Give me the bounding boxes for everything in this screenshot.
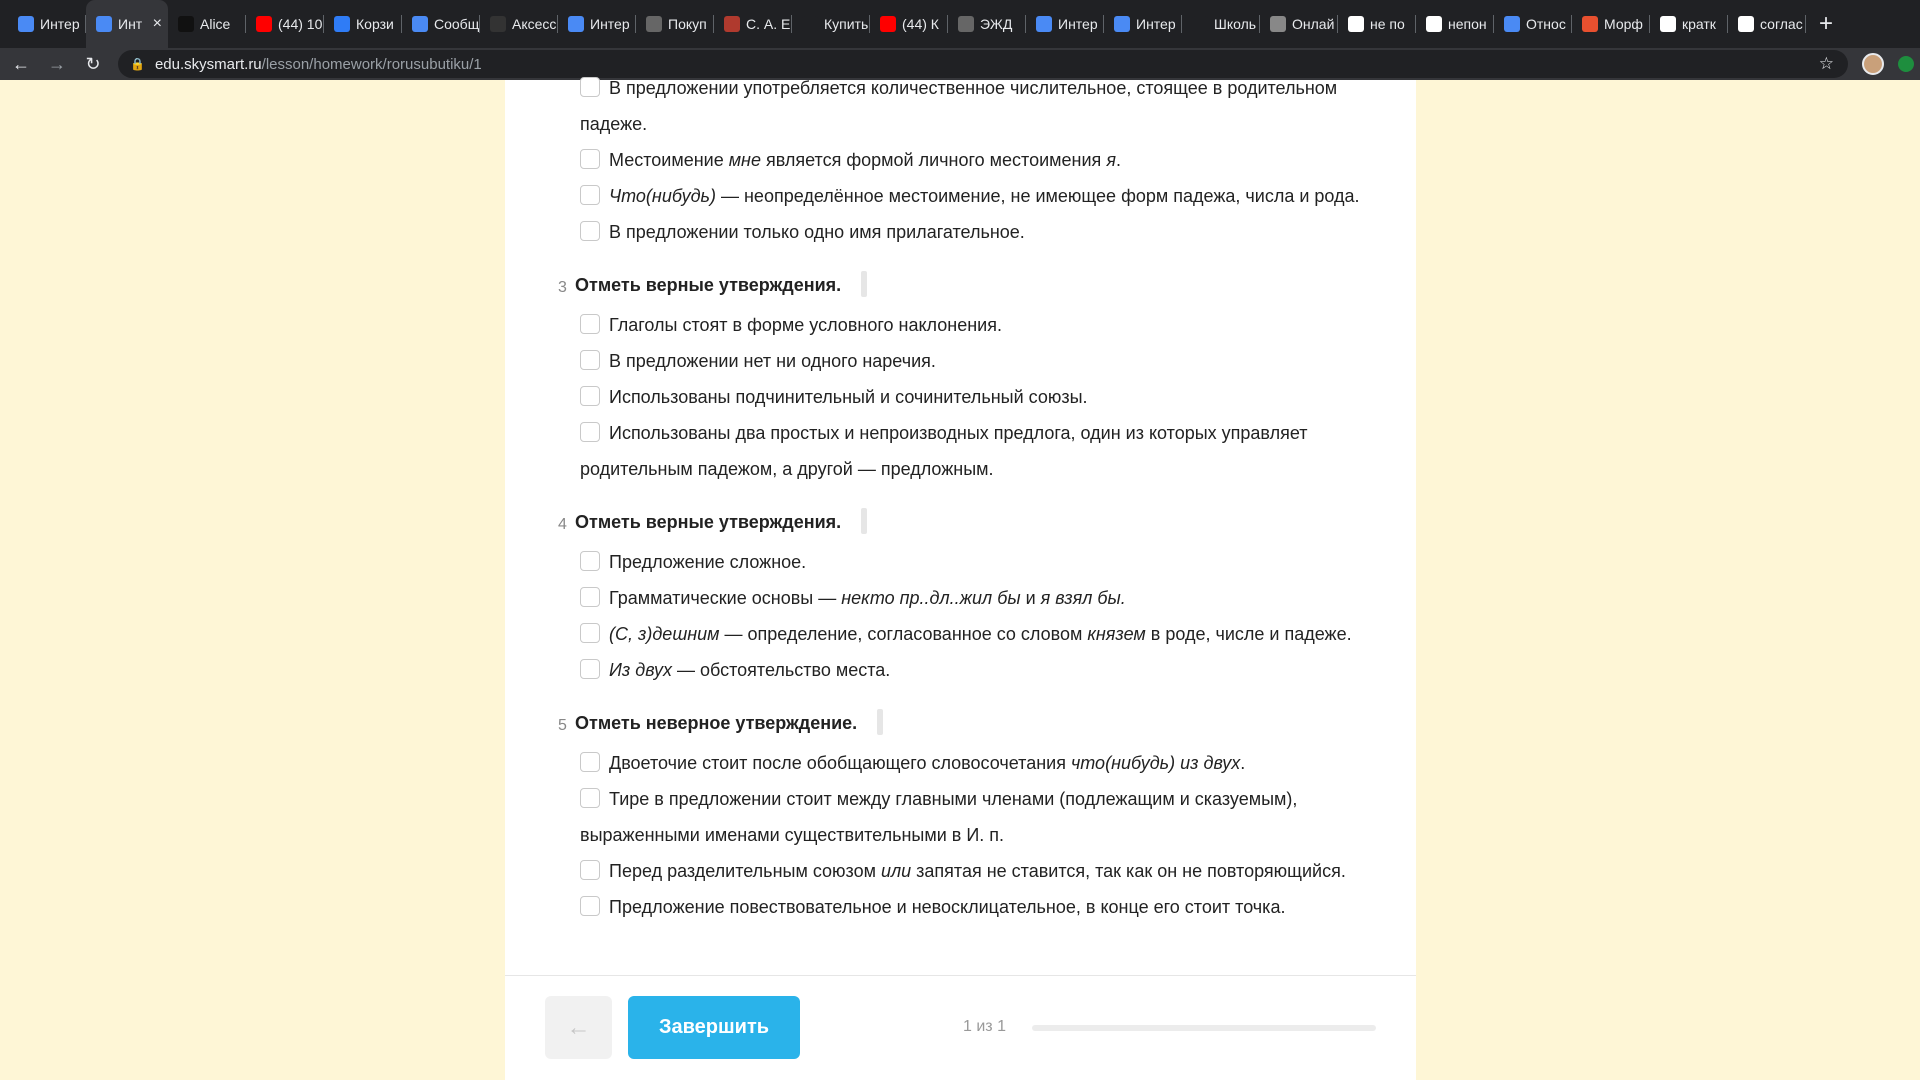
message-icon [412, 16, 428, 32]
left-arrow-icon: ← [566, 1013, 591, 1041]
tab-title: Интер [1136, 16, 1176, 32]
browser-tab-strip [0, 0, 1920, 48]
shop-icon [646, 16, 662, 32]
question-marker [877, 709, 883, 735]
option-text: я взял бы. [1040, 588, 1126, 608]
option-text: Глаголы стоят в форме условного наклонения. [609, 315, 1002, 335]
option-text: (С, з)дешним [609, 624, 720, 644]
option-text: и [1020, 588, 1041, 608]
question-title: Отметь верные утверждения. [575, 512, 842, 532]
tab-title: Аксесс [512, 16, 557, 32]
checkbox[interactable] [580, 77, 600, 97]
profile-avatar[interactable] [1862, 53, 1884, 75]
option-text: В предложении только одно имя прилагательное. [609, 222, 1025, 242]
url-host: edu.skysmart.ru [154, 55, 262, 73]
answer-option[interactable] [580, 214, 1370, 250]
question-marker [861, 508, 867, 534]
tab-title: Сообщ [434, 16, 480, 32]
option-text: Двоеточие стоит после обобщающего словосочетания [609, 753, 1071, 773]
option-text: Перед разделительным союзом [609, 861, 881, 881]
question-number: 3 [558, 279, 567, 296]
progress-bar [1032, 1025, 1376, 1031]
youtube-icon [880, 16, 896, 32]
option-text: родительным падежом, а другой — предложным. [580, 459, 994, 479]
answer-option[interactable] [580, 178, 1370, 214]
option-text: — обстоятельство места. [672, 660, 891, 680]
tab-title: Интер [40, 16, 80, 32]
browser-tab[interactable] [324, 0, 402, 48]
checkbox[interactable] [580, 587, 600, 607]
answer-option[interactable] [580, 415, 1370, 487]
option-text: . [1240, 753, 1246, 773]
option-text: Грамматические основы — [609, 588, 842, 608]
browser-tab[interactable] [1026, 0, 1104, 48]
checkbox[interactable] [580, 659, 600, 679]
url-path: /lesson/homework/rorusubutiku/1 [261, 55, 482, 73]
previous-button[interactable] [545, 996, 612, 1059]
option-text: что(нибудь) из двух [1070, 753, 1241, 773]
question-marker [861, 271, 867, 297]
checkbox[interactable] [580, 350, 600, 370]
google-icon [1348, 16, 1364, 32]
answer-option[interactable] [580, 307, 1370, 343]
option-text: является формой личного местоимения [760, 150, 1107, 170]
option-text: Местоимение [609, 150, 729, 170]
tab-title: (44) 10 [278, 16, 323, 32]
checkbox[interactable] [580, 185, 600, 205]
browser-tab[interactable] [1650, 0, 1728, 48]
question-title: Отметь неверное утверждение. [575, 713, 858, 733]
checkbox[interactable] [580, 860, 600, 880]
browser-tab[interactable] [792, 0, 870, 48]
tab-title: не по [1370, 16, 1405, 32]
browser-tab[interactable] [1182, 0, 1260, 48]
checkbox[interactable] [580, 314, 600, 334]
checkbox[interactable] [580, 149, 600, 169]
browser-tab[interactable] [1728, 0, 1806, 48]
checkbox[interactable] [580, 788, 600, 808]
browser-tab[interactable] [558, 0, 636, 48]
checkbox[interactable] [580, 422, 600, 442]
option-text: Предложение сложное. [609, 552, 807, 572]
browser-tab[interactable] [636, 0, 714, 48]
skysmart-icon [568, 16, 584, 32]
tab-title: Морф [1604, 16, 1643, 32]
answer-option[interactable] [580, 580, 1370, 616]
option-text: — неопределённое местоимение, не имеющее форм падежа, числа и рода. [715, 186, 1360, 206]
finish-button[interactable]: Завершить [628, 996, 800, 1059]
tab-title: ЭЖД [980, 16, 1013, 32]
answer-option[interactable] [580, 616, 1370, 652]
ezhd-icon [958, 16, 974, 32]
answer-option[interactable] [580, 853, 1370, 889]
google-icon [1660, 16, 1676, 32]
skysmart-icon [1114, 16, 1130, 32]
option-text: в роде, числе и падеже. [1145, 624, 1352, 644]
tab-title: непон [1448, 16, 1487, 32]
google-icon [1738, 16, 1754, 32]
answer-option[interactable] [580, 343, 1370, 379]
browser-tab[interactable] [1572, 0, 1650, 48]
back-arrow-icon[interactable]: ← [12, 53, 30, 74]
option-text: Что(нибудь) [609, 186, 716, 206]
tab-title: кратк [1682, 16, 1716, 32]
lambda-icon [1582, 16, 1598, 32]
browser-tab[interactable] [1338, 0, 1416, 48]
forward-arrow-icon[interactable]: → [48, 53, 66, 74]
tab-title: Alice [200, 16, 231, 32]
option-text: Использованы подчинительный и сочинительный союзы. [609, 387, 1088, 407]
option-text: запятая не ставится, так как он не повторяющийся. [911, 861, 1346, 881]
question-title: Отметь верные утверждения. [575, 275, 842, 295]
z-icon [1192, 16, 1208, 32]
skysmart-icon [96, 16, 112, 32]
browser-tab[interactable] [1494, 0, 1572, 48]
option-text: падеже. [580, 114, 648, 134]
browser-tab[interactable] [246, 0, 324, 48]
youtube-icon [256, 16, 272, 32]
skysmart-icon [18, 16, 34, 32]
browser-tab[interactable] [1416, 0, 1494, 48]
option-text: — определение, согласованное со словом [719, 624, 1088, 644]
checkbox[interactable] [580, 752, 600, 772]
option-text: некто пр..дл..жил бы [841, 588, 1021, 608]
answer-option[interactable] [580, 781, 1370, 853]
new-tab-icon[interactable]: + [1818, 10, 1833, 37]
shp-icon [1504, 16, 1520, 32]
browser-tab[interactable] [480, 0, 558, 48]
answer-option[interactable] [580, 889, 1370, 925]
answer-option[interactable] [580, 745, 1370, 781]
browser-tab[interactable] [870, 0, 948, 48]
answer-option[interactable] [580, 652, 1370, 688]
option-text: мне [728, 150, 761, 170]
option-text: князем [1087, 624, 1146, 644]
apple-icon [802, 16, 818, 32]
tab-title: (44) К [902, 16, 939, 32]
tab-title: С. А. Е [746, 16, 791, 32]
option-text: В предложении нет ни одного наречия. [609, 351, 936, 371]
option-text: . [1115, 150, 1121, 170]
tab-title: Интер [1058, 16, 1098, 32]
browser-tab[interactable] [168, 0, 246, 48]
checkbox[interactable] [580, 623, 600, 643]
browser-tab[interactable] [402, 0, 480, 48]
reload-icon[interactable]: ↻ [85, 53, 101, 74]
tab-title: соглас [1760, 16, 1803, 32]
answer-option[interactable] [580, 70, 1370, 142]
option-text: Тире в предложении стоит между главными членами (подлежащим и сказуемым), [609, 789, 1298, 809]
browser-tab[interactable] [714, 0, 792, 48]
skysmart-icon [1036, 16, 1052, 32]
bookmark-star-icon[interactable]: ☆ [1818, 54, 1834, 73]
tab-title: Покуп [668, 16, 707, 32]
tab-title: Интер [590, 16, 630, 32]
browser-tab[interactable] [1104, 0, 1182, 48]
lock-icon: 🔒 [130, 57, 145, 71]
browser-tab[interactable] [948, 0, 1026, 48]
tab-title: Купить [824, 16, 869, 32]
close-tab-icon[interactable]: × [152, 15, 162, 32]
tab-title: Онлай [1292, 16, 1335, 32]
option-text: В предложении употребляется количественное числительное, стоящее в родительном [609, 78, 1338, 98]
tiktok-icon [178, 16, 194, 32]
google-icon [1426, 16, 1442, 32]
page-indicator: 1 из 1 [963, 1018, 1006, 1035]
tab-title: Школь [1214, 16, 1257, 32]
checkbox[interactable] [580, 551, 600, 571]
drop-icon [1270, 16, 1286, 32]
checkbox[interactable] [580, 386, 600, 406]
option-text: Из двух [609, 660, 672, 680]
option-text: Использованы два простых и непроизводных предлога, один из которых управляет [609, 423, 1308, 443]
s-icon [334, 16, 350, 32]
browser-tab[interactable] [86, 0, 168, 48]
tab-title: Инт [118, 16, 143, 32]
homework-page [505, 80, 1416, 1080]
s-icon [490, 16, 506, 32]
option-text: Предложение повествовательное и невосклицательное, в конце его стоит точка. [609, 897, 1286, 917]
answer-option[interactable] [580, 544, 1370, 580]
option-text: я [1106, 150, 1116, 170]
browser-tab[interactable] [8, 0, 86, 48]
question-number: 4 [558, 516, 567, 533]
book-icon [724, 16, 740, 32]
extension-icon[interactable] [1898, 56, 1914, 72]
tab-title: Корзи [356, 16, 394, 32]
tab-title: Относ [1526, 16, 1566, 32]
option-text: или [880, 861, 912, 881]
answer-option[interactable] [580, 379, 1370, 415]
option-text: выраженными именами существительными в И. п. [580, 825, 1005, 845]
footer-divider [505, 975, 1416, 976]
answer-option[interactable] [580, 142, 1370, 178]
question-number: 5 [558, 717, 567, 734]
checkbox[interactable] [580, 221, 600, 241]
browser-tab[interactable] [1260, 0, 1338, 48]
checkbox[interactable] [580, 896, 600, 916]
